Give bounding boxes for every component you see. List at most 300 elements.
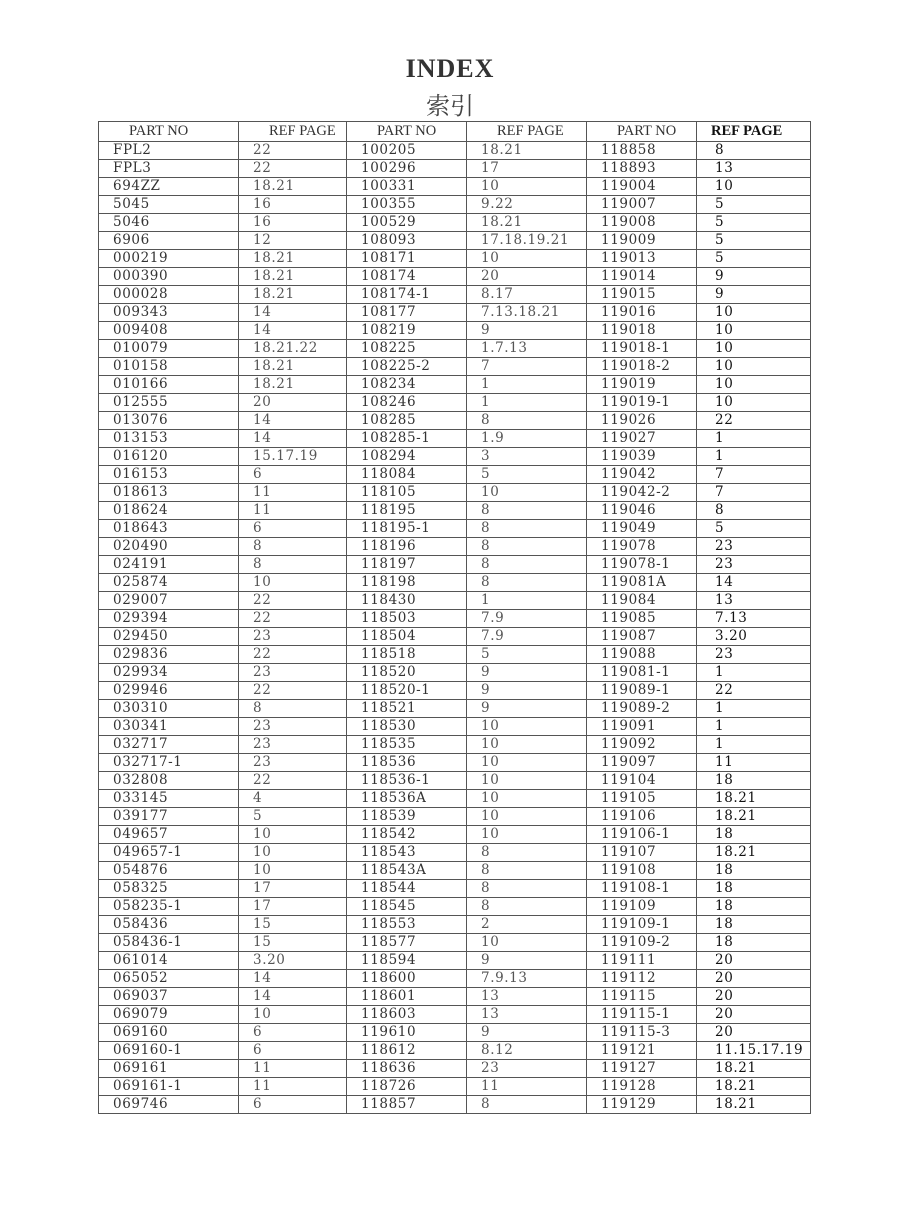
table-row (99, 1078, 811, 1096)
cell-part-no-2: 108174 (347, 268, 467, 286)
cell-part-no-2: 100296 (347, 160, 467, 178)
table-row (99, 304, 811, 322)
cell-ref-page-2: 7 (467, 358, 587, 376)
cell-part-no-3: 119042-2 (587, 484, 697, 502)
cell-ref-page-2: 23 (467, 1060, 587, 1078)
cell-ref-page-1: 10 (239, 574, 347, 592)
table-row (99, 916, 811, 934)
cell-ref-page-3: 18.21 (697, 1060, 811, 1078)
table-row (99, 502, 811, 520)
cell-ref-page-1: 4 (239, 790, 347, 808)
table-row (99, 1024, 811, 1042)
cell-ref-page-1: 22 (239, 772, 347, 790)
cell-part-no-2: 108225 (347, 340, 467, 358)
cell-ref-page-1: 14 (239, 430, 347, 448)
cell-part-no-2: 108219 (347, 322, 467, 340)
cell-part-no-2: 118594 (347, 952, 467, 970)
cell-part-no-1: 054876 (99, 862, 239, 880)
cell-part-no-2: 100205 (347, 142, 467, 160)
cell-ref-page-2: 10 (467, 484, 587, 502)
header-part-no-2: PART NO (347, 122, 467, 142)
cell-ref-page-1: 11 (239, 484, 347, 502)
cell-ref-page-3: 18.21 (697, 1096, 811, 1114)
header-ref-page-2: REF PAGE (467, 122, 587, 142)
cell-ref-page-2: 18.21 (467, 214, 587, 232)
cell-ref-page-3: 18.21 (697, 790, 811, 808)
cell-part-no-2: 108093 (347, 232, 467, 250)
cell-ref-page-3: 5 (697, 214, 811, 232)
cell-ref-page-3: 1 (697, 736, 811, 754)
cell-part-no-2: 108294 (347, 448, 467, 466)
cell-part-no-3: 119018 (587, 322, 697, 340)
cell-ref-page-3: 18.21 (697, 844, 811, 862)
cell-ref-page-1: 8 (239, 538, 347, 556)
cell-part-no-2: 118430 (347, 592, 467, 610)
cell-part-no-2: 118857 (347, 1096, 467, 1114)
cell-part-no-1: 020490 (99, 538, 239, 556)
header-part-no-3: PART NO (587, 122, 697, 142)
table-row (99, 142, 811, 160)
cell-ref-page-3: 23 (697, 538, 811, 556)
cell-part-no-1: 058325 (99, 880, 239, 898)
cell-ref-page-1: 15 (239, 934, 347, 952)
cell-part-no-3: 119039 (587, 448, 697, 466)
cell-part-no-1: 012555 (99, 394, 239, 412)
cell-part-no-1: 000028 (99, 286, 239, 304)
cell-ref-page-3: 22 (697, 682, 811, 700)
cell-ref-page-2: 9 (467, 322, 587, 340)
table-row (99, 412, 811, 430)
cell-ref-page-2: 10 (467, 808, 587, 826)
cell-ref-page-1: 3.20 (239, 952, 347, 970)
cell-part-no-1: 069079 (99, 1006, 239, 1024)
cell-ref-page-1: 14 (239, 304, 347, 322)
cell-part-no-3: 119018-1 (587, 340, 697, 358)
cell-part-no-3: 119081A (587, 574, 697, 592)
cell-ref-page-1: 11 (239, 1060, 347, 1078)
cell-part-no-1: 029946 (99, 682, 239, 700)
cell-ref-page-2: 8 (467, 412, 587, 430)
cell-part-no-2: 118543 (347, 844, 467, 862)
table-row (99, 430, 811, 448)
cell-part-no-3: 118858 (587, 142, 697, 160)
table-row (99, 592, 811, 610)
cell-part-no-3: 118893 (587, 160, 697, 178)
cell-part-no-2: 118198 (347, 574, 467, 592)
cell-part-no-3: 119078 (587, 538, 697, 556)
cell-part-no-3: 119115-3 (587, 1024, 697, 1042)
cell-part-no-1: 030341 (99, 718, 239, 736)
cell-ref-page-1: 18.21 (239, 250, 347, 268)
cell-ref-page-3: 13 (697, 160, 811, 178)
cell-part-no-3: 119106-1 (587, 826, 697, 844)
cell-part-no-1: 010158 (99, 358, 239, 376)
cell-part-no-2: 118543A (347, 862, 467, 880)
cell-ref-page-2: 9 (467, 700, 587, 718)
cell-part-no-1: 030310 (99, 700, 239, 718)
cell-ref-page-1: 18.21 (239, 286, 347, 304)
table-row (99, 520, 811, 538)
cell-part-no-2: 118612 (347, 1042, 467, 1060)
cell-part-no-2: 118577 (347, 934, 467, 952)
cell-ref-page-3: 5 (697, 520, 811, 538)
table-row (99, 574, 811, 592)
cell-part-no-2: 108285-1 (347, 430, 467, 448)
cell-ref-page-3: 20 (697, 952, 811, 970)
cell-part-no-1: 018624 (99, 502, 239, 520)
cell-part-no-1: 5045 (99, 196, 239, 214)
cell-ref-page-3: 20 (697, 970, 811, 988)
cell-part-no-3: 119016 (587, 304, 697, 322)
cell-part-no-1: 029007 (99, 592, 239, 610)
cell-ref-page-1: 10 (239, 826, 347, 844)
table-row (99, 466, 811, 484)
cell-ref-page-3: 11 (697, 754, 811, 772)
cell-ref-page-3: 18.21 (697, 808, 811, 826)
cell-ref-page-1: 22 (239, 646, 347, 664)
table-row (99, 1042, 811, 1060)
cell-part-no-1: 029836 (99, 646, 239, 664)
cell-ref-page-1: 5 (239, 808, 347, 826)
cell-part-no-1: 061014 (99, 952, 239, 970)
cell-ref-page-3: 10 (697, 358, 811, 376)
cell-part-no-2: 118520-1 (347, 682, 467, 700)
cell-part-no-1: 039177 (99, 808, 239, 826)
cell-ref-page-2: 8 (467, 880, 587, 898)
cell-part-no-3: 119027 (587, 430, 697, 448)
cell-ref-page-3: 10 (697, 178, 811, 196)
cell-part-no-3: 119089-2 (587, 700, 697, 718)
index-table (98, 121, 811, 1114)
cell-part-no-1: 024191 (99, 556, 239, 574)
cell-part-no-1: 5046 (99, 214, 239, 232)
cell-part-no-2: 118530 (347, 718, 467, 736)
cell-part-no-1: 069746 (99, 1096, 239, 1114)
cell-ref-page-2: 5 (467, 466, 587, 484)
cell-ref-page-2: 8 (467, 862, 587, 880)
cell-ref-page-3: 3.20 (697, 628, 811, 646)
cell-ref-page-2: 3 (467, 448, 587, 466)
cell-part-no-2: 118600 (347, 970, 467, 988)
cell-ref-page-2: 1 (467, 376, 587, 394)
cell-part-no-1: 6906 (99, 232, 239, 250)
page-subtitle: 索引 (426, 92, 474, 120)
cell-part-no-3: 119091 (587, 718, 697, 736)
cell-ref-page-3: 10 (697, 322, 811, 340)
cell-part-no-1: 010079 (99, 340, 239, 358)
cell-part-no-2: 119610 (347, 1024, 467, 1042)
cell-part-no-1: 065052 (99, 970, 239, 988)
cell-ref-page-1: 11 (239, 1078, 347, 1096)
cell-ref-page-3: 9 (697, 268, 811, 286)
cell-part-no-2: 118601 (347, 988, 467, 1006)
cell-part-no-3: 119115-1 (587, 1006, 697, 1024)
cell-part-no-3: 119109-1 (587, 916, 697, 934)
cell-part-no-1: FPL2 (99, 142, 239, 160)
cell-part-no-2: 118726 (347, 1078, 467, 1096)
table-row (99, 394, 811, 412)
cell-part-no-3: 119081-1 (587, 664, 697, 682)
table-row (99, 1060, 811, 1078)
cell-ref-page-3: 7 (697, 484, 811, 502)
cell-part-no-3: 119129 (587, 1096, 697, 1114)
cell-ref-page-2: 20 (467, 268, 587, 286)
cell-part-no-3: 119121 (587, 1042, 697, 1060)
cell-part-no-2: 118536-1 (347, 772, 467, 790)
cell-ref-page-2: 13 (467, 988, 587, 1006)
cell-part-no-3: 119115 (587, 988, 697, 1006)
cell-part-no-3: 119089-1 (587, 682, 697, 700)
cell-part-no-3: 119046 (587, 502, 697, 520)
cell-ref-page-3: 10 (697, 376, 811, 394)
cell-part-no-1: 069160 (99, 1024, 239, 1042)
cell-ref-page-1: 14 (239, 322, 347, 340)
cell-ref-page-1: 23 (239, 736, 347, 754)
cell-ref-page-3: 1 (697, 718, 811, 736)
cell-part-no-2: 118195 (347, 502, 467, 520)
page-title: INDEX (405, 54, 495, 83)
cell-part-no-1: 025874 (99, 574, 239, 592)
cell-ref-page-3: 13 (697, 592, 811, 610)
cell-part-no-2: 108225-2 (347, 358, 467, 376)
cell-part-no-2: 118542 (347, 826, 467, 844)
cell-part-no-3: 119014 (587, 268, 697, 286)
cell-ref-page-2: 9 (467, 952, 587, 970)
cell-ref-page-3: 18 (697, 880, 811, 898)
cell-ref-page-1: 22 (239, 160, 347, 178)
cell-ref-page-3: 18 (697, 898, 811, 916)
cell-ref-page-2: 8 (467, 844, 587, 862)
table-row (99, 808, 811, 826)
cell-part-no-1: 016120 (99, 448, 239, 466)
cell-part-no-2: 118539 (347, 808, 467, 826)
cell-ref-page-3: 18 (697, 772, 811, 790)
cell-part-no-1: 013153 (99, 430, 239, 448)
table-row (99, 934, 811, 952)
table-row (99, 1006, 811, 1024)
cell-ref-page-1: 6 (239, 1024, 347, 1042)
cell-part-no-1: 010166 (99, 376, 239, 394)
cell-part-no-3: 119109 (587, 898, 697, 916)
table-row (99, 628, 811, 646)
cell-part-no-3: 119007 (587, 196, 697, 214)
cell-part-no-2: 108177 (347, 304, 467, 322)
cell-ref-page-1: 17 (239, 898, 347, 916)
cell-ref-page-2: 10 (467, 772, 587, 790)
table-row (99, 322, 811, 340)
table-row (99, 862, 811, 880)
table-row (99, 448, 811, 466)
cell-ref-page-2: 1.9 (467, 430, 587, 448)
table-row (99, 754, 811, 772)
cell-ref-page-3: 11.15.17.19 (697, 1042, 811, 1060)
cell-part-no-1: 069160-1 (99, 1042, 239, 1060)
table-row (99, 610, 811, 628)
cell-ref-page-2: 10 (467, 934, 587, 952)
cell-part-no-1: 032808 (99, 772, 239, 790)
cell-part-no-2: 118518 (347, 646, 467, 664)
cell-part-no-1: 029450 (99, 628, 239, 646)
cell-part-no-2: 108246 (347, 394, 467, 412)
cell-ref-page-2: 7.9.13 (467, 970, 587, 988)
cell-part-no-3: 119049 (587, 520, 697, 538)
cell-part-no-2: 118503 (347, 610, 467, 628)
table-row (99, 1096, 811, 1114)
cell-part-no-2: 100529 (347, 214, 467, 232)
cell-part-no-3: 119087 (587, 628, 697, 646)
table-row (99, 538, 811, 556)
cell-part-no-2: 118197 (347, 556, 467, 574)
cell-part-no-3: 119097 (587, 754, 697, 772)
cell-part-no-2: 108171 (347, 250, 467, 268)
cell-ref-page-1: 18.21 (239, 178, 347, 196)
table-row (99, 790, 811, 808)
table-row (99, 178, 811, 196)
cell-part-no-2: 100355 (347, 196, 467, 214)
cell-ref-page-1: 18.21.22 (239, 340, 347, 358)
cell-part-no-3: 119112 (587, 970, 697, 988)
cell-part-no-3: 119105 (587, 790, 697, 808)
cell-ref-page-1: 6 (239, 1042, 347, 1060)
cell-ref-page-1: 22 (239, 592, 347, 610)
cell-ref-page-3: 14 (697, 574, 811, 592)
cell-ref-page-3: 5 (697, 232, 811, 250)
cell-ref-page-2: 9 (467, 664, 587, 682)
cell-part-no-3: 119078-1 (587, 556, 697, 574)
cell-ref-page-1: 6 (239, 1096, 347, 1114)
cell-ref-page-2: 10 (467, 826, 587, 844)
cell-ref-page-1: 20 (239, 394, 347, 412)
cell-ref-page-1: 12 (239, 232, 347, 250)
cell-ref-page-1: 14 (239, 412, 347, 430)
cell-ref-page-1: 15 (239, 916, 347, 934)
cell-ref-page-2: 8 (467, 556, 587, 574)
cell-part-no-1: FPL3 (99, 160, 239, 178)
cell-ref-page-1: 8 (239, 556, 347, 574)
cell-ref-page-3: 23 (697, 556, 811, 574)
table-row (99, 160, 811, 178)
cell-part-no-1: 069037 (99, 988, 239, 1006)
cell-ref-page-1: 14 (239, 970, 347, 988)
table-row (99, 826, 811, 844)
cell-ref-page-1: 23 (239, 628, 347, 646)
cell-part-no-3: 119018-2 (587, 358, 697, 376)
table-row (99, 718, 811, 736)
cell-ref-page-1: 10 (239, 844, 347, 862)
cell-part-no-2: 118536A (347, 790, 467, 808)
cell-part-no-2: 118553 (347, 916, 467, 934)
cell-part-no-1: 018643 (99, 520, 239, 538)
cell-ref-page-3: 20 (697, 1006, 811, 1024)
cell-ref-page-2: 8 (467, 502, 587, 520)
cell-ref-page-2: 17 (467, 160, 587, 178)
cell-ref-page-3: 1 (697, 664, 811, 682)
index-table-header (99, 122, 811, 142)
cell-ref-page-3: 7 (697, 466, 811, 484)
cell-ref-page-1: 18.21 (239, 268, 347, 286)
header-ref-page-1: REF PAGE (239, 122, 347, 142)
cell-part-no-2: 118520 (347, 664, 467, 682)
cell-part-no-3: 119042 (587, 466, 697, 484)
cell-ref-page-1: 18.21 (239, 376, 347, 394)
cell-ref-page-1: 10 (239, 862, 347, 880)
cell-ref-page-2: 10 (467, 790, 587, 808)
cell-part-no-2: 118536 (347, 754, 467, 772)
cell-part-no-1: 033145 (99, 790, 239, 808)
cell-ref-page-2: 9 (467, 1024, 587, 1042)
cell-ref-page-2: 8 (467, 1096, 587, 1114)
cell-part-no-2: 100331 (347, 178, 467, 196)
cell-part-no-1: 049657 (99, 826, 239, 844)
cell-ref-page-1: 22 (239, 610, 347, 628)
cell-part-no-2: 118603 (347, 1006, 467, 1024)
table-row (99, 664, 811, 682)
table-row (99, 250, 811, 268)
cell-ref-page-3: 10 (697, 340, 811, 358)
cell-ref-page-3: 18 (697, 916, 811, 934)
cell-part-no-1: 069161-1 (99, 1078, 239, 1096)
cell-ref-page-2: 7.9 (467, 610, 587, 628)
table-row (99, 682, 811, 700)
index-table-body (99, 142, 811, 1114)
cell-part-no-1: 058436 (99, 916, 239, 934)
table-row (99, 340, 811, 358)
cell-ref-page-2: 8 (467, 574, 587, 592)
table-row (99, 358, 811, 376)
cell-ref-page-3: 5 (697, 250, 811, 268)
cell-ref-page-1: 14 (239, 988, 347, 1006)
cell-ref-page-2: 17.18.19.21 (467, 232, 587, 250)
cell-part-no-3: 119128 (587, 1078, 697, 1096)
cell-part-no-1: 694ZZ (99, 178, 239, 196)
cell-part-no-3: 119127 (587, 1060, 697, 1078)
cell-part-no-1: 018613 (99, 484, 239, 502)
cell-part-no-3: 119092 (587, 736, 697, 754)
cell-ref-page-2: 8 (467, 538, 587, 556)
cell-ref-page-2: 8 (467, 520, 587, 538)
table-row (99, 268, 811, 286)
cell-ref-page-3: 18 (697, 826, 811, 844)
table-row (99, 214, 811, 232)
cell-ref-page-2: 5 (467, 646, 587, 664)
cell-part-no-3: 119084 (587, 592, 697, 610)
table-row (99, 988, 811, 1006)
table-row (99, 376, 811, 394)
cell-ref-page-1: 16 (239, 196, 347, 214)
cell-ref-page-3: 8 (697, 142, 811, 160)
cell-ref-page-2: 1.7.13 (467, 340, 587, 358)
cell-ref-page-2: 10 (467, 754, 587, 772)
table-row (99, 772, 811, 790)
cell-ref-page-2: 1 (467, 592, 587, 610)
cell-part-no-3: 119004 (587, 178, 697, 196)
cell-part-no-1: 049657-1 (99, 844, 239, 862)
table-row (99, 952, 811, 970)
cell-ref-page-1: 18.21 (239, 358, 347, 376)
cell-part-no-1: 069161 (99, 1060, 239, 1078)
cell-part-no-3: 119015 (587, 286, 697, 304)
cell-ref-page-1: 10 (239, 1006, 347, 1024)
cell-ref-page-3: 20 (697, 988, 811, 1006)
cell-part-no-3: 119108-1 (587, 880, 697, 898)
cell-part-no-1: 000219 (99, 250, 239, 268)
table-row (99, 196, 811, 214)
cell-part-no-2: 118535 (347, 736, 467, 754)
cell-part-no-1: 009408 (99, 322, 239, 340)
cell-ref-page-3: 1 (697, 700, 811, 718)
cell-part-no-1: 016153 (99, 466, 239, 484)
cell-ref-page-2: 8.12 (467, 1042, 587, 1060)
